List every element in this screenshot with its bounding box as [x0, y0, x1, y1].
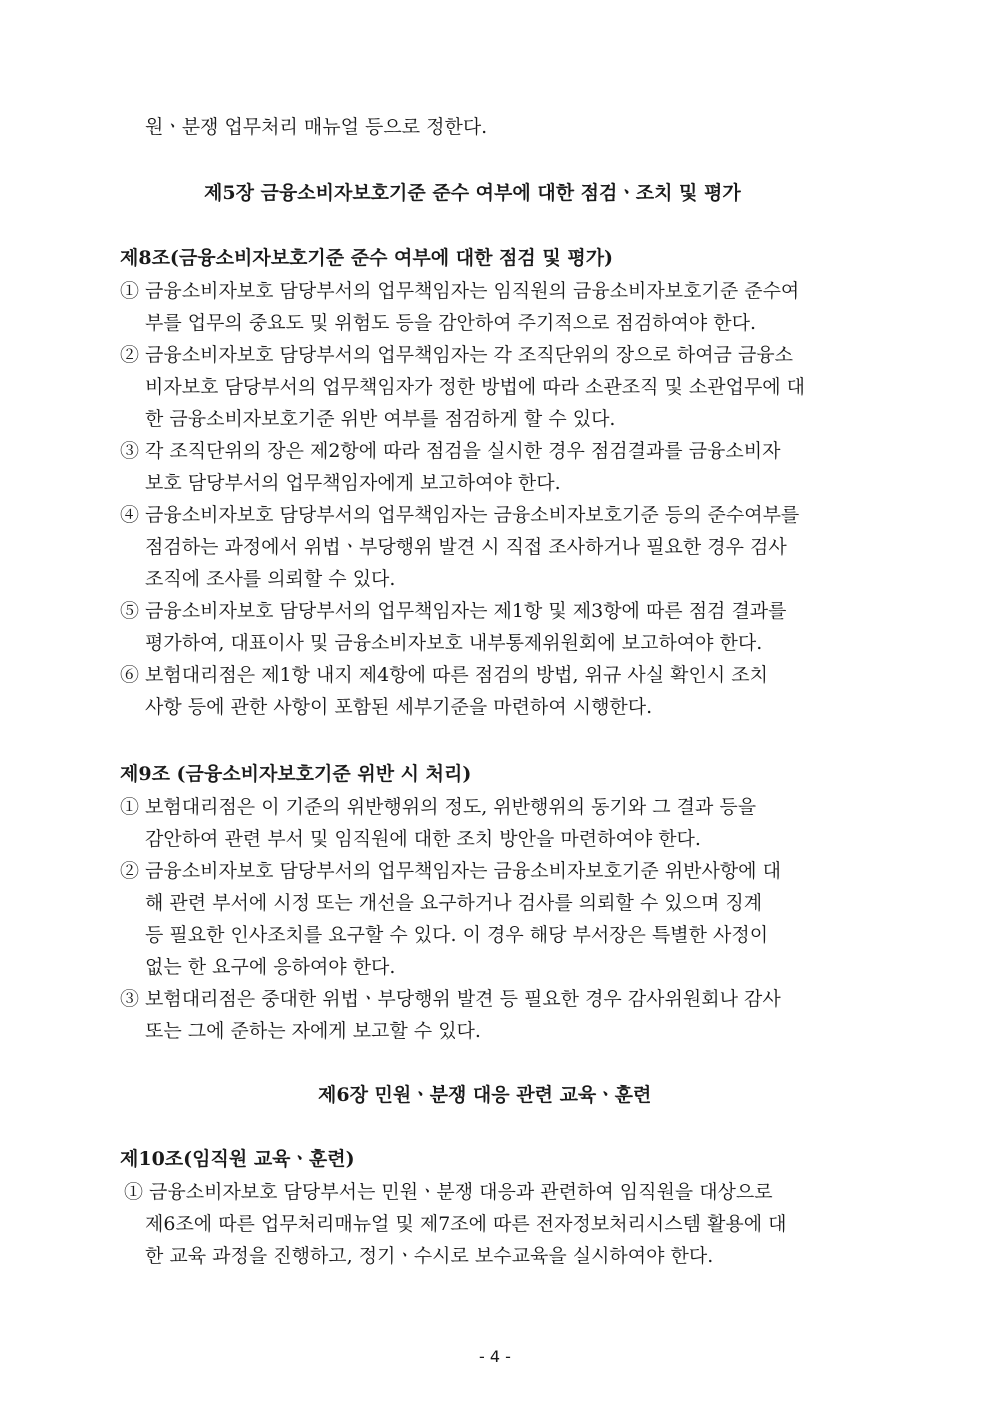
article-8-item-4-line-3: 조직에 조사를 의뢰할 수 있다. — [145, 568, 396, 590]
article-8-item-1-line-1: ① 금융소비자보호 담당부서의 업무책임자는 임직원의 금융소비자보호기준 준수여 — [120, 280, 800, 302]
article-10-item-1-line-1: ① 금융소비자보호 담당부서는 민원ㆍ분쟁 대응과 관련하여 임직원을 대상으로 — [124, 1181, 773, 1203]
article-9-item-3-line-2: 또는 그에 준하는 자에게 보고할 수 있다. — [145, 1020, 481, 1042]
article-8-item-5-line-2: 평가하여, 대표이사 및 금융소비자보호 내부통제위원회에 보고하여야 한다. — [145, 632, 763, 654]
article-9-item-1-line-2: 감안하여 관련 부서 및 임직원에 대한 조치 방안을 마련하여야 한다. — [145, 828, 701, 850]
article-8-item-2-line-1: ② 금융소비자보호 담당부서의 업무책임자는 각 조직단위의 장으로 하여금 금융소 — [120, 344, 794, 366]
article-9-item-2-line-4: 없는 한 요구에 응하여야 한다. — [145, 956, 396, 978]
article-8-item-2-line-3: 한 금융소비자보호기준 위반 여부를 점검하게 할 수 있다. — [145, 408, 616, 430]
article-10-item-1-line-2: 제6조에 따른 업무처리매뉴얼 및 제7조에 따른 전자정보처리시스템 활용에 대 — [145, 1213, 787, 1235]
article-8-item-6-line-1: ⑥ 보험대리점은 제1항 내지 제4항에 따른 점검의 방법, 위규 사실 확인시 조치 — [120, 664, 768, 686]
article-9-item-3-line-1: ③ 보험대리점은 중대한 위법ㆍ부당행위 발견 등 필요한 경우 감사위원회나 감사 — [120, 988, 781, 1010]
article-9-item-2-line-3: 등 필요한 인사조치를 요구할 수 있다. 이 경우 해당 부서장은 특별한 사정이 — [145, 924, 769, 946]
article-9-item-2-line-1: ② 금융소비자보호 담당부서의 업무책임자는 금융소비자보호기준 위반사항에 대 — [120, 860, 781, 882]
article-8-item-1-line-2: 부를 업무의 중요도 및 위험도 등을 감안하여 주기적으로 점검하여야 한다. — [145, 312, 757, 334]
article-8-item-6-line-2: 사항 등에 관한 사항이 포함된 세부기준을 마련하여 시행한다. — [145, 696, 653, 718]
intro-tail-line: 원ㆍ분쟁 업무처리 매뉴얼 등으로 정한다. — [145, 116, 488, 138]
article-8-item-3-line-2: 보호 담당부서의 업무책임자에게 보고하여야 한다. — [145, 472, 561, 494]
article-8-item-4-line-2: 점검하는 과정에서 위법ㆍ부당행위 발견 시 직접 조사하거나 필요한 경우 검사 — [145, 536, 787, 558]
article-8-title: 제8조(금융소비자보호기준 준수 여부에 대한 점검 및 평가) — [120, 247, 614, 269]
chapter-5-heading: 제5장 금융소비자보호기준 준수 여부에 대한 점검ㆍ조치 및 평가 — [204, 182, 741, 204]
article-10-item-1-line-3: 한 교육 과정을 진행하고, 정기ㆍ수시로 보수교육을 실시하여야 한다. — [145, 1245, 714, 1267]
article-9-item-2-line-2: 해 관련 부서에 시정 또는 개선을 요구하거나 검사를 의뢰할 수 있으며 징계 — [145, 892, 763, 914]
article-10-title: 제10조(임직원 교육ㆍ훈련) — [120, 1148, 355, 1170]
article-8-item-5-line-1: ⑤ 금융소비자보호 담당부서의 업무책임자는 제1항 및 제3항에 따른 점검 결과를 — [120, 600, 787, 622]
article-9-item-1-line-1: ① 보험대리점은 이 기준의 위반행위의 정도, 위반행위의 동기와 그 결과 등을 — [120, 796, 757, 818]
article-8-item-2-line-2: 비자보호 담당부서의 업무책임자가 정한 방법에 따라 소관조직 및 소관업무에 대 — [145, 376, 806, 398]
article-8-item-3-line-1: ③ 각 조직단위의 장은 제2항에 따라 점검을 실시한 경우 점검결과를 금융소비자 — [120, 440, 781, 462]
page-number: - 4 - — [479, 1347, 511, 1366]
article-8-item-4-line-1: ④ 금융소비자보호 담당부서의 업무책임자는 금융소비자보호기준 등의 준수여부를 — [120, 504, 800, 526]
article-9-title: 제9조 (금융소비자보호기준 위반 시 처리) — [120, 763, 472, 785]
chapter-6-heading: 제6장 민원ㆍ분쟁 대응 관련 교육ㆍ훈련 — [318, 1084, 652, 1106]
